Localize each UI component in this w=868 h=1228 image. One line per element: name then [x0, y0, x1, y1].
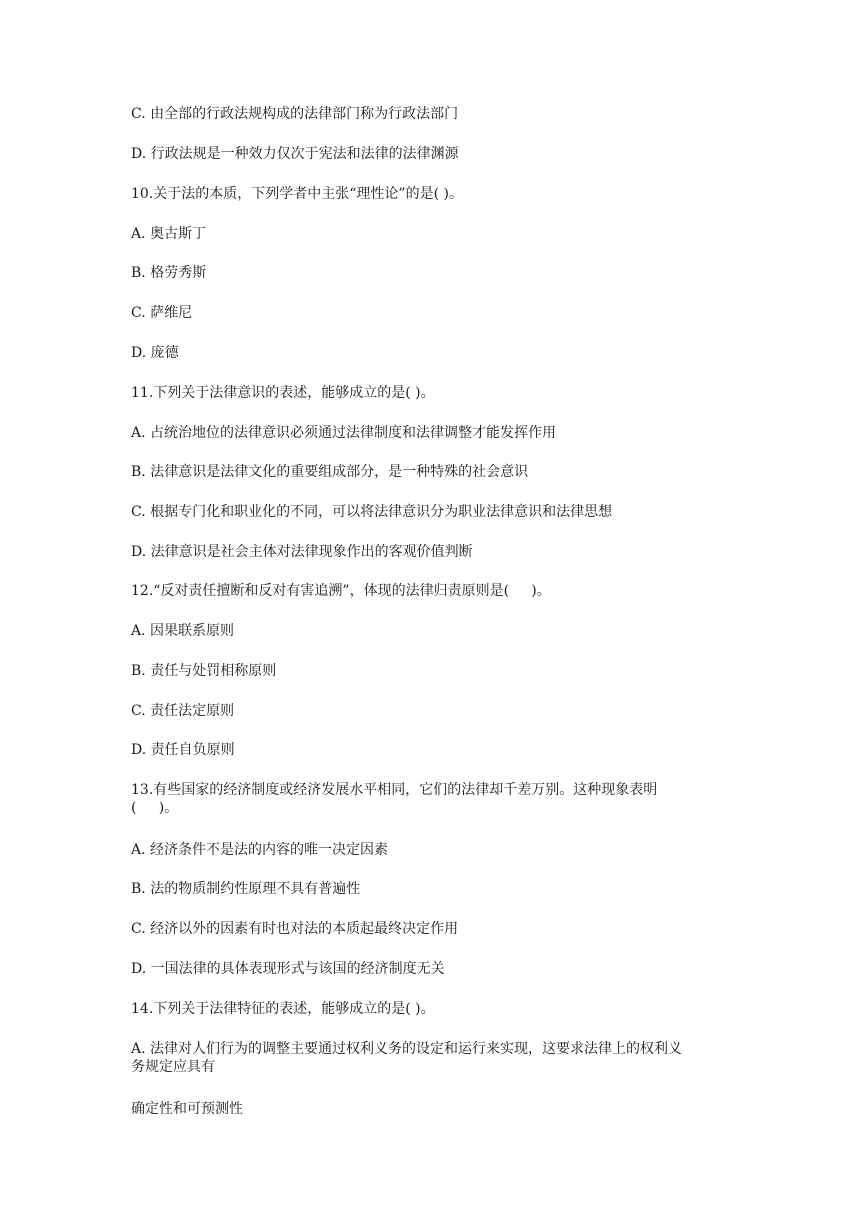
question-10: 10.关于法的本质，下列学者中主张“理性论”的是( )。 — [131, 186, 463, 202]
option-a-q12: A. 因果联系原则 — [131, 623, 235, 639]
option-a-q10: A. 奥古斯丁 — [131, 226, 207, 242]
question-13: 13.有些国家的经济制度或经济发展水平相同，它们的法律却千差万别。这种现象表明 — [131, 782, 658, 798]
option-c-q10: C. 萨维尼 — [131, 305, 193, 321]
question-12: 12.“反对责任擅断和反对有害追溯”，体现的法律归责原则是( )。 — [131, 583, 551, 599]
option-a-q11: A. 占统治地位的法律意识必须通过法律制度和法律调整才能发挥作用 — [131, 425, 557, 441]
option-d-q10: D. 庞德 — [131, 345, 179, 361]
option-c-q13: C. 经济以外的因素有时也对法的本质起最终决定作用 — [131, 921, 459, 937]
option-a-q14-continued: 务规定应具有 — [131, 1059, 215, 1075]
option-a-q13: A. 经济条件不是法的内容的唯一决定因素 — [131, 842, 389, 858]
option-d-q11: D. 法律意识是社会主体对法律现象作出的客观价值判断 — [131, 544, 473, 560]
option-d-q13: D. 一国法律的具体表现形式与该国的经济制度无关 — [131, 961, 445, 977]
option-c-q12: C. 责任法定原则 — [131, 703, 235, 719]
option-a-q14-end: 确定性和可预测性 — [131, 1101, 243, 1117]
option-b-q11: B. 法律意识是法律文化的重要组成部分，是一种特殊的社会意识 — [131, 464, 529, 480]
option-c-q11: C. 根据专门化和职业化的不同，可以将法律意识分为职业法律意识和法律思想 — [131, 504, 613, 520]
option-d-q9: D. 行政法规是一种效力仅次于宪法和法律的法律渊源 — [131, 146, 459, 162]
option-d-q12: D. 责任自负原则 — [131, 742, 235, 758]
option-b-q10: B. 格劳秀斯 — [131, 265, 207, 281]
question-11: 11.下列关于法律意识的表述，能够成立的是( )。 — [131, 385, 435, 401]
option-c-q9: C. 由全部的行政法规构成的法律部门称为行政法部门 — [131, 106, 459, 122]
question-14: 14.下列关于法律特征的表述，能够成立的是( )。 — [131, 1001, 435, 1017]
option-b-q12: B. 责任与处罚相称原则 — [131, 663, 277, 679]
option-a-q14: A. 法律对人们行为的调整主要通过权利义务的设定和运行来实现，这要求法律上的权利义 — [131, 1041, 683, 1057]
question-13-continued: ( )。 — [131, 800, 179, 816]
option-b-q13: B. 法的物质制约性原理不具有普遍性 — [131, 881, 361, 897]
